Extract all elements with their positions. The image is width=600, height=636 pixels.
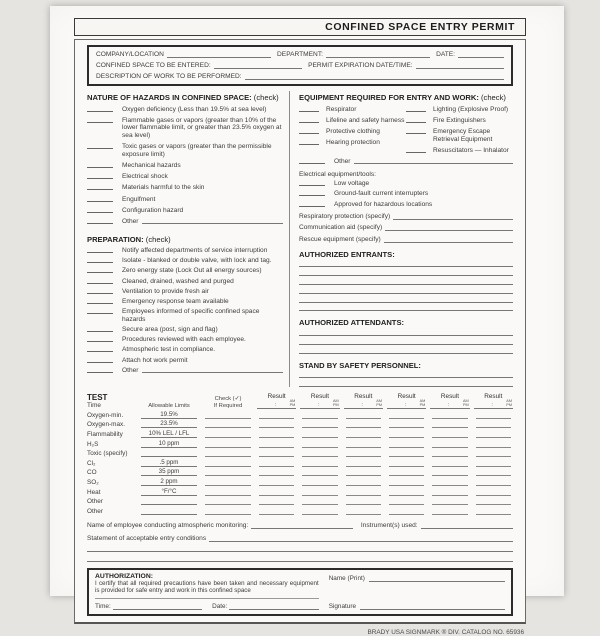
communication-aid-field[interactable] [385, 225, 513, 231]
preparation-check-line[interactable] [87, 278, 113, 284]
standby-lines [299, 370, 513, 387]
result-field[interactable] [432, 487, 467, 496]
hazard-item: Oxygen deficiency (Less than 19.5% at sea level) [87, 106, 283, 114]
check-required-field[interactable] [205, 419, 251, 428]
result-field[interactable] [389, 439, 424, 448]
allowable-limit-value: 19.5% [141, 410, 197, 419]
result-field[interactable] [476, 496, 511, 505]
equipment-item: Lighting (Explosive Proof) [406, 106, 513, 114]
result-col-header: Result : AM PM [257, 393, 296, 409]
standby-field[interactable] [299, 379, 513, 387]
rescue-equipment-row: Rescue equipment (specify) [299, 236, 513, 243]
entrant-field[interactable] [299, 277, 513, 285]
instrument-field[interactable] [421, 523, 513, 529]
name-print-row [329, 575, 505, 582]
allowable-limits-header: Allowable Limits [148, 402, 190, 409]
auth-date-label: Date: [212, 602, 228, 610]
result-field[interactable] [389, 506, 424, 515]
equipment-subcol-left [299, 102, 406, 154]
authorization-heading: AUTHORIZATION: [95, 572, 154, 580]
hazard-item: Mechanical hazards [87, 162, 283, 170]
result-field[interactable] [302, 439, 337, 448]
respiratory-protection-field[interactable] [393, 214, 513, 220]
result-field[interactable] [432, 506, 467, 515]
test-row: Other [87, 505, 513, 515]
electrical-check-line[interactable] [299, 180, 325, 186]
result-field[interactable] [389, 429, 424, 438]
result-field[interactable] [476, 429, 511, 438]
am-pm-label: AM PM [376, 399, 382, 408]
info-row-1 [96, 51, 504, 58]
check-required-field[interactable] [205, 458, 251, 467]
preparation-check-line[interactable] [87, 336, 113, 342]
preparation-item: Cleaned, drained, washed and purged [87, 278, 283, 286]
am-pm-label: AM PM [506, 399, 512, 408]
result-field[interactable] [346, 496, 381, 505]
check-required-field[interactable] [205, 496, 251, 505]
equipment-heading: EQUIPMENT REQUIRED FOR ENTRY AND WORK: (check) [299, 93, 506, 102]
time-entry-field[interactable]: : AM PM [474, 400, 513, 409]
result-field[interactable] [432, 496, 467, 505]
electrical-check-line[interactable] [299, 201, 325, 207]
hazard-check-line[interactable] [87, 173, 113, 179]
check-required-field[interactable] [205, 410, 251, 419]
result-field[interactable] [346, 439, 381, 448]
time-entry-field[interactable]: : AM PM [257, 400, 296, 409]
date-field[interactable] [458, 51, 504, 58]
electrical-item: Ground-fault current interrupters [299, 190, 513, 198]
result-field[interactable] [389, 477, 424, 486]
statement-row [87, 535, 513, 542]
attendants-lines [299, 328, 513, 354]
preparation-item-other: Other [87, 367, 283, 375]
check-required-field[interactable] [205, 506, 251, 515]
equipment-item: Fire Extinguishers [406, 117, 513, 125]
result-field[interactable] [302, 467, 337, 476]
preparation-other-field[interactable] [142, 367, 284, 373]
info-row-3 [96, 73, 504, 80]
monitoring-employee-field[interactable] [251, 523, 353, 529]
hazard-item: Flammable gases or vapors (greater than 10% of the lower flammable limit, or greater than 23.5% oxygen at sea level) [87, 117, 283, 140]
preparation-item: Atmospheric test in compliance. [87, 346, 283, 354]
result-field[interactable] [302, 419, 337, 428]
allowable-limit-value: .5 ppm [141, 458, 197, 467]
result-field[interactable] [259, 477, 294, 486]
entrant-field[interactable] [299, 294, 513, 302]
result-field[interactable] [302, 458, 337, 467]
authorization-left [95, 573, 329, 610]
signature-field[interactable] [360, 604, 505, 610]
equipment-columns [299, 102, 513, 154]
entrants-lines [299, 259, 513, 311]
allowable-limit-value: 23.5% [141, 419, 197, 428]
monitoring-row [87, 522, 513, 529]
result-field[interactable] [302, 429, 337, 438]
check-required-field[interactable] [205, 429, 251, 438]
info-row-2 [96, 62, 504, 69]
result-field[interactable] [346, 467, 381, 476]
result-field[interactable] [302, 496, 337, 505]
hazard-check-line[interactable] [87, 143, 113, 149]
result-col-header: Result : AM PM [300, 393, 339, 409]
equipment-item: Protective clothing [299, 128, 406, 136]
hazard-item: Materials harmful to the skin [87, 184, 283, 192]
am-pm-label: AM PM [462, 399, 469, 408]
respiratory-protection-row: Respiratory protection (specify) [299, 213, 513, 220]
result-field[interactable] [476, 448, 511, 457]
equipment-other-field[interactable] [354, 158, 514, 164]
preparation-item: Attach hot work permit [87, 357, 283, 365]
left-column [87, 91, 289, 387]
date-label: DATE: [436, 51, 456, 58]
preparation-heading: PREPARATION: (check) [87, 235, 171, 245]
result-field[interactable] [476, 506, 511, 515]
name-print-label: Name (Print) [328, 574, 365, 582]
result-field[interactable] [346, 410, 381, 419]
check-required-field[interactable] [205, 467, 251, 476]
check-required-field[interactable] [205, 477, 251, 486]
result-field[interactable] [346, 506, 381, 515]
hazard-other-field[interactable] [142, 218, 284, 224]
permit-form [74, 18, 526, 636]
check-if-required-header: Check (✓) If Required [213, 396, 243, 409]
test-row: Other [87, 496, 513, 506]
result-field[interactable] [432, 429, 467, 438]
result-col-header: Result : AM PM [430, 393, 469, 409]
result-field[interactable] [476, 467, 511, 476]
electrical-heading: Electrical equipment/tools: [299, 170, 376, 178]
test-row: Toxic (specify) [87, 448, 513, 458]
auth-time-label: Time: [95, 602, 111, 610]
result-field[interactable] [432, 458, 467, 467]
preparation-item: Employees informed of specific confined space hazards [87, 308, 283, 323]
time-entry-field[interactable]: : AM PM [430, 400, 469, 409]
result-field[interactable] [476, 410, 511, 419]
test-row: SO₂ 2 ppm [87, 476, 513, 486]
result-field[interactable] [389, 467, 424, 476]
attendants-heading: AUTHORIZED ATTENDANTS: [299, 318, 405, 328]
standby-heading: STAND BY SAFETY PERSONNEL: [299, 360, 421, 370]
equipment-check-line[interactable] [299, 128, 319, 134]
result-field[interactable] [259, 506, 294, 515]
preparation-check-line[interactable] [87, 326, 113, 332]
result-col-header: Result : AM PM [387, 393, 426, 409]
entrant-field[interactable] [299, 286, 513, 294]
hazard-item: Toxic gases or vapors (greater than the permissible exposure limit) [87, 143, 283, 158]
allowable-limit-field[interactable] [141, 448, 197, 457]
result-field[interactable] [389, 496, 424, 505]
result-field[interactable] [346, 419, 381, 428]
company-location-label: COMPANY/LOCATION [96, 51, 164, 58]
description-of-work-field[interactable] [245, 73, 504, 80]
allowable-limit-value: 10% LEL / LFL [141, 429, 197, 438]
allowable-limit-field[interactable] [141, 506, 197, 515]
result-field[interactable] [259, 439, 294, 448]
check-required-field[interactable] [205, 439, 251, 448]
time-row-label: Time [87, 402, 101, 410]
result-field[interactable] [259, 448, 294, 457]
entrants-heading: AUTHORIZED ENTRANTS: [299, 249, 395, 259]
attendant-field[interactable] [299, 328, 513, 336]
hazard-check-line[interactable] [87, 207, 113, 213]
preparation-check-line[interactable] [87, 288, 113, 294]
result-field[interactable] [302, 506, 337, 515]
preparation-check-line[interactable] [87, 367, 113, 373]
preparation-item: Notify affected departments of service interruption [87, 247, 283, 255]
preparation-item: Emergency response team available [87, 298, 283, 306]
result-field[interactable] [476, 487, 511, 496]
preparation-check-line[interactable] [87, 267, 113, 273]
statement-field-line2[interactable] [87, 542, 513, 552]
electrical-item: Low voltage [299, 180, 513, 188]
result-field[interactable] [432, 439, 467, 448]
equipment-item: Hearing protection [299, 139, 406, 147]
equipment-check-line[interactable] [299, 139, 319, 145]
result-field[interactable] [259, 496, 294, 505]
statement-label: Statement of acceptable entry conditions [87, 534, 207, 542]
hazard-check-line[interactable] [87, 117, 113, 123]
department-field[interactable] [326, 51, 430, 58]
authorization-box [87, 568, 513, 616]
result-field[interactable] [389, 487, 424, 496]
result-field[interactable] [432, 448, 467, 457]
equipment-item: Resuscitators — Inhalator [406, 147, 513, 155]
entrant-field[interactable] [299, 303, 513, 311]
hazard-check-line[interactable] [87, 162, 113, 168]
preparation-check-line[interactable] [87, 257, 113, 263]
hazard-item: Engulfment [87, 196, 283, 204]
test-col-header: TEST [87, 393, 108, 403]
equipment-check-line[interactable] [299, 117, 319, 123]
result-field[interactable] [389, 448, 424, 457]
result-field[interactable] [346, 487, 381, 496]
result-field[interactable] [432, 410, 467, 419]
page-title: CONFINED SPACE ENTRY PERMIT [325, 21, 515, 33]
allowable-limit-value: 10 ppm [141, 439, 197, 448]
preparation-item: Procedures reviewed with each employee. [87, 336, 283, 344]
result-field[interactable] [476, 477, 511, 486]
description-of-work-label: DESCRIPTION OF WORK TO BE PERFORMED: [96, 73, 242, 80]
standby-field[interactable] [299, 370, 513, 378]
test-row: CO 35 ppm [87, 467, 513, 477]
result-field[interactable] [389, 458, 424, 467]
preparation-check-line[interactable] [87, 308, 113, 314]
hazard-check-line[interactable] [87, 106, 113, 112]
equipment-check-line[interactable] [299, 106, 319, 112]
equipment-check-line[interactable] [406, 117, 426, 123]
result-field[interactable] [476, 439, 511, 448]
result-field[interactable] [432, 467, 467, 476]
result-field[interactable] [259, 458, 294, 467]
test-row: Oxygen-min. 19.5% [87, 409, 513, 419]
result-field[interactable] [259, 429, 294, 438]
preparation-item: Secure area (post, sign and flag) [87, 326, 283, 334]
time-entry-field[interactable]: : AM PM [387, 400, 426, 409]
communication-aid-row: Communication aid (specify) [299, 224, 513, 231]
preparation-check-line[interactable] [87, 247, 113, 253]
equipment-check-line[interactable] [406, 106, 426, 112]
test-row: Cl₂ .5 ppm [87, 457, 513, 467]
permit-sheet [50, 6, 564, 636]
result-field[interactable] [476, 458, 511, 467]
result-field[interactable] [259, 410, 294, 419]
auth-time-field[interactable] [113, 604, 202, 610]
equipment-subcol-right [406, 102, 513, 154]
preparation-item: Zero energy state (Lock Out all energy sources) [87, 267, 283, 275]
equipment-item: Emergency Escape Retrieval Equipment [406, 128, 513, 143]
instrument-label: Instrument(s) used: [360, 521, 418, 529]
result-field[interactable] [389, 419, 424, 428]
statement-field-line3[interactable] [87, 552, 513, 562]
result-col-header: Result : AM PM [344, 393, 383, 409]
header-info-box [87, 45, 513, 86]
entrant-field[interactable] [299, 268, 513, 276]
result-field[interactable] [389, 410, 424, 419]
catalog-footer: BRADY USA SIGNMARK ® DIV. CATALOG NO. 65936 [367, 628, 524, 636]
result-field[interactable] [476, 419, 511, 428]
columns [87, 91, 513, 387]
confined-space-label: CONFINED SPACE TO BE ENTERED: [96, 62, 211, 69]
allowable-limit-value: 35 ppm [141, 467, 197, 476]
result-field[interactable] [346, 429, 381, 438]
time-entry-field[interactable]: : AM PM [344, 400, 383, 409]
result-field[interactable] [302, 487, 337, 496]
equipment-item: Lifeline and safety harness [299, 117, 406, 125]
am-pm-label: AM PM [332, 399, 339, 408]
allowable-limit-value: °F/°C [141, 487, 197, 496]
result-field[interactable] [432, 419, 467, 428]
auth-date-field[interactable] [229, 604, 318, 610]
test-table [87, 393, 513, 515]
am-pm-label: AM PM [419, 399, 426, 408]
right-column [289, 91, 513, 387]
preparation-check-line[interactable] [87, 346, 113, 352]
hazards-heading: NATURE OF HAZARDS IN CONFINED SPACE: (check) [87, 93, 279, 102]
test-row: Heat °F/°C [87, 486, 513, 496]
electrical-check-line[interactable] [299, 190, 325, 196]
test-row: H₂S 10 ppm [87, 438, 513, 448]
preparation-check-line[interactable] [87, 298, 113, 304]
equipment-item: Respirator [299, 106, 406, 114]
permit-expiration-field[interactable] [416, 62, 504, 69]
hazard-item: Configuration hazard [87, 207, 283, 215]
equipment-check-line[interactable] [299, 158, 325, 164]
department-label: DEPARTMENT: [277, 51, 323, 58]
company-location-field[interactable] [167, 51, 271, 58]
monitoring-employee-label: Name of employee conducting atmospheric monitoring: [87, 521, 249, 529]
result-field[interactable] [302, 410, 337, 419]
result-field[interactable] [302, 477, 337, 486]
time-entry-field[interactable]: : AM PM [300, 400, 339, 409]
preparation-item: Ventilation to provide fresh air [87, 288, 283, 296]
preparation-item: Isolate - blanked or double valve, with lock and tag. [87, 257, 283, 265]
result-field[interactable] [346, 448, 381, 457]
equipment-check-line[interactable] [406, 128, 426, 134]
authorization-right [329, 573, 505, 610]
test-row: Oxygen-max. 23.5% [87, 419, 513, 429]
test-table-header [87, 393, 513, 409]
preparation-check-line[interactable] [87, 357, 113, 363]
result-field[interactable] [259, 419, 294, 428]
signature-label: Signature [328, 602, 357, 610]
hazard-check-line[interactable] [87, 184, 113, 190]
name-print-field[interactable] [369, 576, 505, 582]
allowable-limit-field[interactable] [141, 496, 197, 505]
check-required-field[interactable] [205, 448, 251, 457]
result-field[interactable] [259, 487, 294, 496]
check-required-field[interactable] [205, 487, 251, 496]
attendant-field[interactable] [299, 337, 513, 345]
authorization-certify-text: I certify that all required precautions have been taken and necessary equipment is provided for safe entry and work in this confined space [95, 579, 319, 594]
result-field[interactable] [432, 477, 467, 486]
equipment-item-other: Other [299, 158, 513, 166]
entrant-field[interactable] [299, 259, 513, 267]
electrical-item: Approved for hazardous locations [299, 201, 513, 209]
form-body [74, 39, 526, 624]
hazard-item: Electrical shock [87, 173, 283, 181]
am-pm-label: AM PM [289, 399, 296, 408]
test-row: Flammability 10% LEL / LFL [87, 428, 513, 438]
hazard-check-line[interactable] [87, 218, 113, 224]
result-col-header: Result : AM PM [474, 393, 513, 409]
result-field[interactable] [259, 467, 294, 476]
signature-row [329, 603, 505, 610]
allowable-limit-value: 2 ppm [141, 477, 197, 486]
hazard-item-other: Other [87, 218, 283, 226]
permit-expiration-label: PERMIT EXPIRATION DATE/TIME: [308, 62, 413, 69]
title-bar [74, 18, 526, 36]
result-field[interactable] [302, 448, 337, 457]
hazard-check-line[interactable] [87, 196, 113, 202]
attendant-field[interactable] [299, 345, 513, 353]
rescue-equipment-field[interactable] [384, 237, 513, 243]
statement-field[interactable] [209, 536, 513, 542]
result-field[interactable] [346, 477, 381, 486]
result-field[interactable] [346, 458, 381, 467]
equipment-check-line[interactable] [406, 147, 426, 153]
confined-space-field[interactable] [214, 62, 302, 69]
